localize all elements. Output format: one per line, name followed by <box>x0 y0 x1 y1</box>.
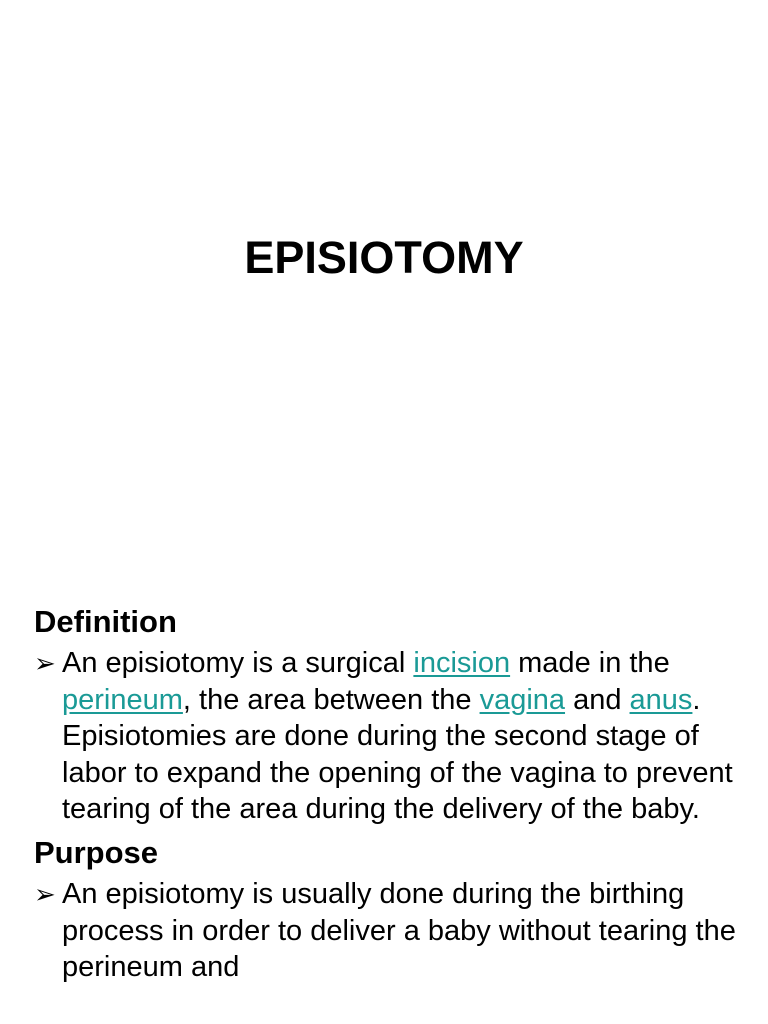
definition-text-3: , the area between the <box>182 683 480 716</box>
definition-bullet <box>34 645 754 828</box>
section-heading-definition: Definition <box>34 604 177 639</box>
purpose-bullet <box>34 876 754 986</box>
slide-title: EPISIOTOMY <box>244 232 524 283</box>
section-heading-purpose: Purpose <box>34 834 159 870</box>
definition-text-1: An episiotomy is a surgical <box>62 647 414 679</box>
arrow-bullet-icon: ➢ <box>34 878 56 909</box>
link-anus[interactable]: anus <box>629 683 693 716</box>
link-perineum[interactable]: perineum <box>62 683 183 716</box>
arrow-bullet-icon: ➢ <box>34 648 56 678</box>
definition-text-4: and <box>565 683 630 716</box>
link-incision[interactable]: incision <box>413 647 511 679</box>
definition-text-2: made in the <box>510 647 670 679</box>
purpose-text-1: An episiotomy is usually done during the birthing process in order to deliver a baby without tearing the perineum and <box>62 877 736 984</box>
slide-content <box>34 603 754 992</box>
definition-text-5: . Episiotomies are done during the second stage of labor to expand the opening of the vagina to prevent tearing of the area during the delivery of the baby. <box>62 683 733 826</box>
link-vagina[interactable]: vagina <box>479 683 566 716</box>
